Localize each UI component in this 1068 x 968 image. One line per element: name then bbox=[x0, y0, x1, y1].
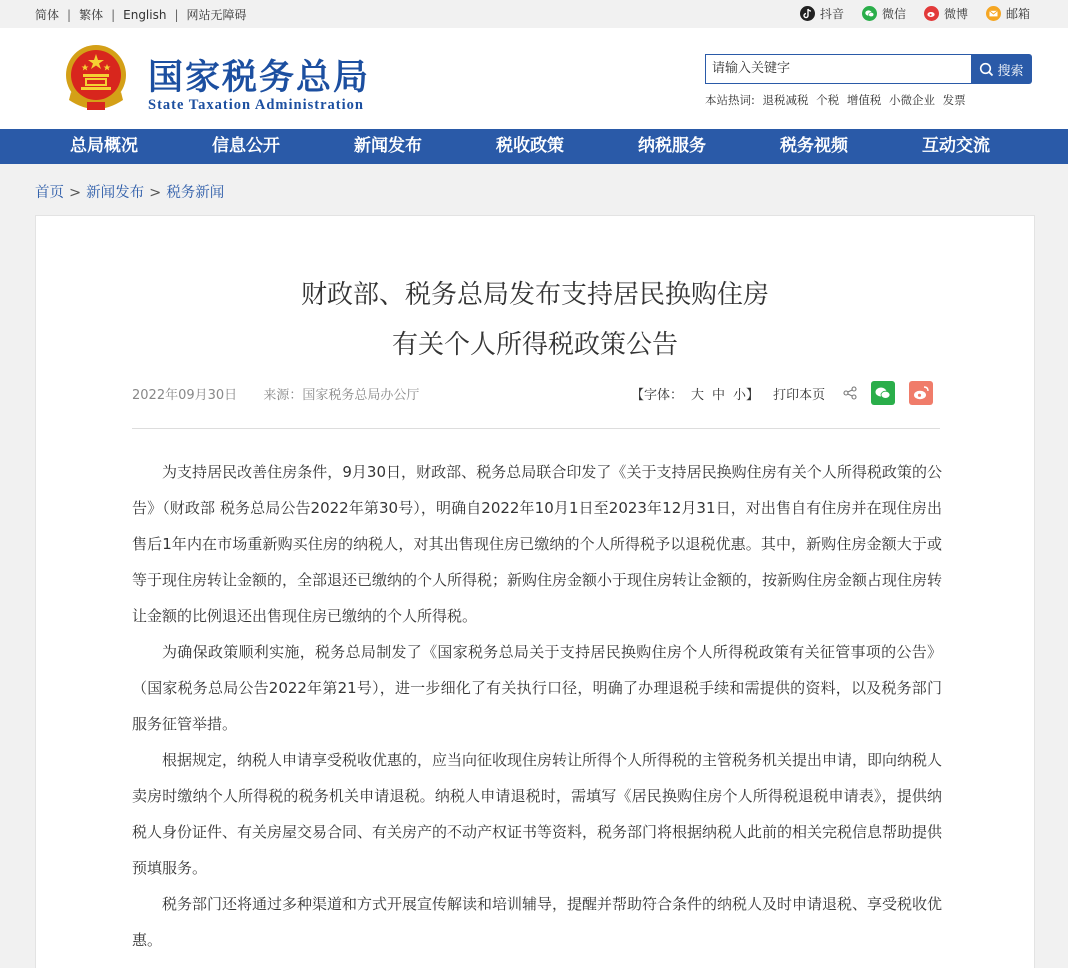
nav-item-tax-policy[interactable]: 税收政策 bbox=[496, 136, 564, 156]
lang-traditional[interactable]: 繁体 bbox=[79, 8, 104, 22]
article-source: 来源：国家税务总局办公厅 bbox=[263, 388, 420, 403]
hot-word[interactable]: 增值税 bbox=[846, 93, 882, 107]
nav-item-overview[interactable]: 总局概况 bbox=[70, 136, 138, 156]
hot-words bbox=[705, 92, 970, 108]
site-name-cn: 国家税务总局 bbox=[148, 58, 371, 98]
wechat-link[interactable] bbox=[862, 5, 906, 22]
print-page-link[interactable]: 打印本页 bbox=[773, 387, 826, 403]
font-size-medium[interactable]: 中 bbox=[712, 387, 726, 403]
article-paragraph: 为确保政策顺利实施，税务总局制发了《国家税务总局关于支持居民换购住房个人所得税政策有关征管事项的公告》（国家税务总局公告2022年第21号），进一步细化了有关执行口径，明确了办理退税手续和需提供的资料，以及税务部门服务征管举措。 bbox=[132, 643, 942, 733]
breadcrumb-news[interactable]: 新闻发布 bbox=[86, 185, 145, 201]
breadcrumb-separator: > bbox=[69, 185, 82, 201]
weibo-icon bbox=[924, 6, 939, 21]
site-header bbox=[0, 28, 1068, 129]
font-size-small[interactable]: 小】 bbox=[733, 387, 760, 403]
article-title-line-2: 有关个人所得税政策公告 bbox=[391, 330, 678, 360]
article-date: 2022年09月30日 bbox=[132, 388, 238, 403]
wechat-icon bbox=[862, 6, 877, 21]
article-paragraph: 税务部门还将通过多种渠道和方式开展宣传解读和培训辅导，提醒并帮助符合条件的纳税人及时申请退税、享受税收优惠。 bbox=[132, 895, 943, 949]
main-nav bbox=[0, 129, 1068, 164]
weibo-link[interactable] bbox=[924, 5, 968, 22]
mail-link[interactable] bbox=[986, 5, 1030, 22]
nav-item-info-disclosure[interactable]: 信息公开 bbox=[212, 136, 280, 156]
language-switcher bbox=[35, 6, 247, 23]
breadcrumb bbox=[35, 181, 224, 202]
share-wechat-icon[interactable] bbox=[871, 381, 895, 405]
divider: | bbox=[67, 8, 72, 22]
share-icon[interactable] bbox=[843, 386, 857, 400]
search-button-label: 搜索 bbox=[997, 63, 1024, 79]
share-weibo-icon[interactable] bbox=[909, 381, 933, 405]
mail-icon bbox=[986, 6, 1001, 21]
hot-word[interactable]: 个税 bbox=[816, 93, 840, 107]
article-tools bbox=[631, 380, 933, 406]
breadcrumb-separator: > bbox=[149, 185, 162, 201]
divider: | bbox=[111, 8, 116, 22]
douyin-icon bbox=[800, 6, 815, 21]
breadcrumb-tax-news[interactable]: 税务新闻 bbox=[166, 185, 225, 201]
search-box bbox=[705, 54, 1032, 84]
font-size-label: 【字体： bbox=[631, 387, 684, 403]
douyin-label: 抖音 bbox=[819, 7, 844, 21]
mail-label: 邮箱 bbox=[1005, 7, 1030, 21]
lang-simplified[interactable]: 简体 bbox=[35, 8, 60, 22]
douyin-link[interactable] bbox=[800, 5, 844, 22]
article-divider bbox=[132, 428, 940, 429]
nav-item-videos[interactable]: 税务视频 bbox=[780, 136, 848, 156]
article-paragraph: 根据规定，纳税人申请享受税收优惠的，应当向征收现住房转让所得个人所得税的主管税务机关提出申请，即向纳税人卖房时缴纳个人所得税的税务机关申请退税。纳税人申请退税时，需填写《居民换购住房个人所得税退税申请表》，提供纳税人身份证件、有关房屋交易合同、有关房产的不动产权证书等资料，税务部门将根据纳税人此前的相关完税信息帮助提供预填服务。 bbox=[132, 751, 943, 877]
hot-word[interactable]: 发票 bbox=[942, 93, 966, 107]
nav-item-news[interactable]: 新闻发布 bbox=[354, 136, 422, 156]
search-button[interactable] bbox=[971, 54, 1032, 84]
hot-words-label: 本站热词: bbox=[705, 93, 755, 107]
hot-word[interactable]: 退税减税 bbox=[762, 93, 809, 107]
nav-item-tax-service[interactable]: 纳税服务 bbox=[638, 136, 706, 156]
article-title-line-1: 财政部、税务总局发布支持居民换购住房 bbox=[300, 280, 769, 310]
article-body bbox=[132, 454, 942, 958]
search-icon bbox=[979, 62, 994, 77]
accessibility-link[interactable]: 网站无障碍 bbox=[186, 8, 247, 22]
article-paragraph: 为支持居民改善住房条件，9月30日，财政部、税务总局联合印发了《关于支持居民换购住房有关个人所得税政策的公告》（财政部 税务总局公告2022年第30号），明确自2022年10月1日至2023年12月31日，对出售自有住房并在现住房出售后1年内在市场重新购买住房的纳税人，对其出售现住房已缴纳的个人所得税予以退税优惠。其中，新购住房金额大于或等于现住房转让金额的，全部退还已缴纳的个人所得税；新购住房金额小于现住房转让金额的，按新购住房金额占现住房转让金额的比例退还出售现住房已缴纳的个人所得税。 bbox=[132, 463, 943, 625]
lang-english[interactable]: English bbox=[123, 8, 167, 22]
site-name-en: State Taxation Administration bbox=[148, 97, 364, 113]
nav-item-interaction[interactable]: 互动交流 bbox=[922, 136, 990, 156]
social-links bbox=[782, 5, 1030, 22]
breadcrumb-home[interactable]: 首页 bbox=[35, 185, 64, 201]
font-size-large[interactable]: 大 bbox=[691, 387, 705, 403]
hot-word[interactable]: 小微企业 bbox=[889, 93, 935, 107]
weibo-label: 微博 bbox=[943, 7, 968, 21]
national-emblem-logo[interactable] bbox=[63, 42, 129, 114]
top-utility-bar bbox=[0, 0, 1068, 28]
divider: | bbox=[174, 8, 179, 22]
article-meta bbox=[132, 384, 441, 403]
article-container bbox=[35, 215, 1035, 968]
wechat-label: 微信 bbox=[881, 7, 906, 21]
search-input[interactable]: 请输入关键字 bbox=[705, 54, 973, 84]
